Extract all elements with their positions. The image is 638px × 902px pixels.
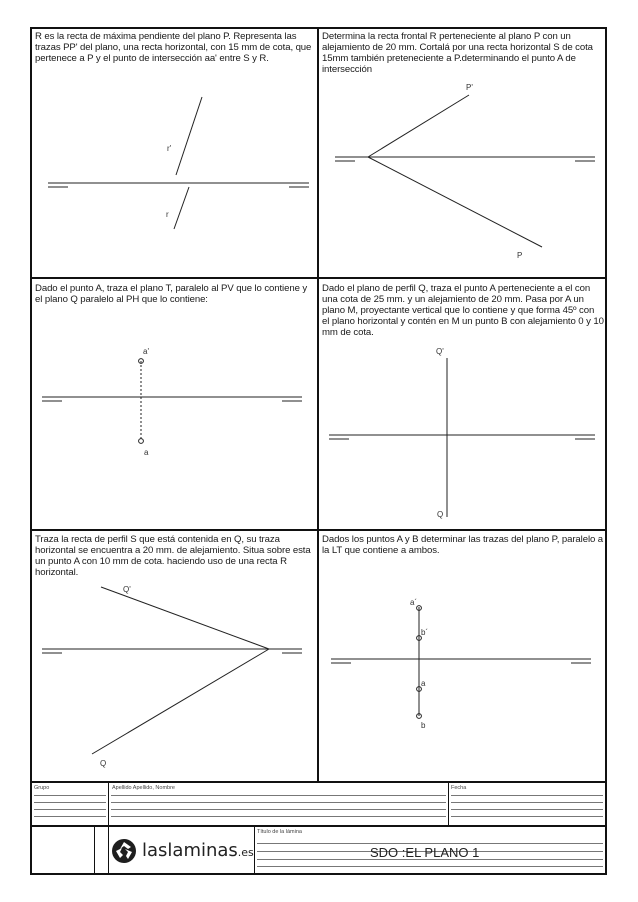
title-block: [32, 783, 605, 873]
label-a: a: [421, 679, 426, 688]
exercise-1-text: R es la recta de máxima pendiente del plano P. Representa las trazas PP' del plano, una recta horizontal, con 15 mm de cota, que pertenece a P y el punto de intersección aa' entre S y R.: [35, 31, 312, 64]
sheet-title: SDO :EL PLANO 1: [370, 845, 480, 860]
exercise-6: [319, 531, 605, 781]
exercise-1: [32, 29, 317, 277]
exercise-2-text: Determina la recta frontal R perteneciente al plano P con un alejamiento de 20 mm. Cortalá por una recta horizontal S de cota 15mm también preteneciente a P.determinando el punto A de intersección: [322, 31, 593, 75]
nombre-label: Apellido Apellido, Nombre: [112, 785, 175, 791]
exercise-6-text: Dados los puntos A y B determinar las trazas del plano P, paralelo a la LT que contiene a ambos.: [322, 534, 604, 556]
label-p-prime: P': [466, 83, 473, 92]
exercise-3: [32, 279, 317, 529]
exercise-4-text: Dado el plano de perfil Q, traza el punto A perteneciente a el con una cota de 25 mm. y un alejamiento de 20 mm. Pasa por A un plano M, proyectante vertical que lo contiene y que forma 45º con el plano horizontal y contén en M un punto B con alejamiento 0 y 10 mm de cota.: [322, 283, 604, 338]
footer-divider-4: [254, 826, 255, 873]
label-q-prime: Q': [123, 585, 131, 594]
label-q-prime: Q': [436, 347, 444, 356]
exercise-6-drawing: [319, 531, 605, 781]
logo-suffix: .es: [237, 846, 254, 859]
label-b: b: [421, 721, 426, 730]
grupo-label: Grupo: [34, 785, 50, 791]
exercise-5-drawing: [32, 531, 317, 781]
logo-name: laslaminas: [142, 840, 238, 861]
exercise-5-text: Traza la recta de perfil S que está contenida en Q, su traza horizontal se encuentra a 20 mm. de alejamiento. Situa sobre esta un punto A con 10 mm de cota. haciendo uso de una recta R horizontal.: [35, 534, 311, 578]
drawing-sheet: [30, 27, 607, 875]
titulo-label: Título de la lámina: [257, 829, 302, 835]
label-r-prime: r': [167, 144, 172, 153]
label-a: a: [144, 448, 149, 457]
exercise-3-text: Dado el punto A, traza el plano T, paralelo al PV que lo contiene y el plano Q paralelo al PH que lo contiene:: [35, 283, 308, 305]
label-q: Q: [437, 510, 444, 519]
footer-mid-border: [32, 825, 605, 827]
laslaminas-logo-icon: [110, 837, 138, 865]
footer-divider-2: [448, 783, 449, 825]
exercise-2-drawing: [319, 29, 605, 277]
fecha-label: Fecha: [451, 785, 467, 791]
label-a-prime: a´: [410, 598, 418, 607]
exercise-3-drawing: [32, 279, 317, 529]
label-p: P: [517, 251, 523, 260]
label-a-prime: a': [143, 347, 149, 356]
exercise-4-drawing: [319, 279, 605, 529]
exercise-2: [319, 29, 605, 277]
exercise-4: [319, 279, 605, 529]
exercise-1-drawing: [32, 29, 317, 277]
label-r: r: [166, 210, 169, 219]
exercise-5: [32, 531, 317, 781]
footer-divider-1: [108, 783, 109, 873]
label-b-prime: b´: [421, 628, 429, 637]
footer-divider-3: [94, 826, 95, 873]
label-q: Q: [100, 759, 107, 768]
logo-wordmark: [142, 840, 254, 861]
